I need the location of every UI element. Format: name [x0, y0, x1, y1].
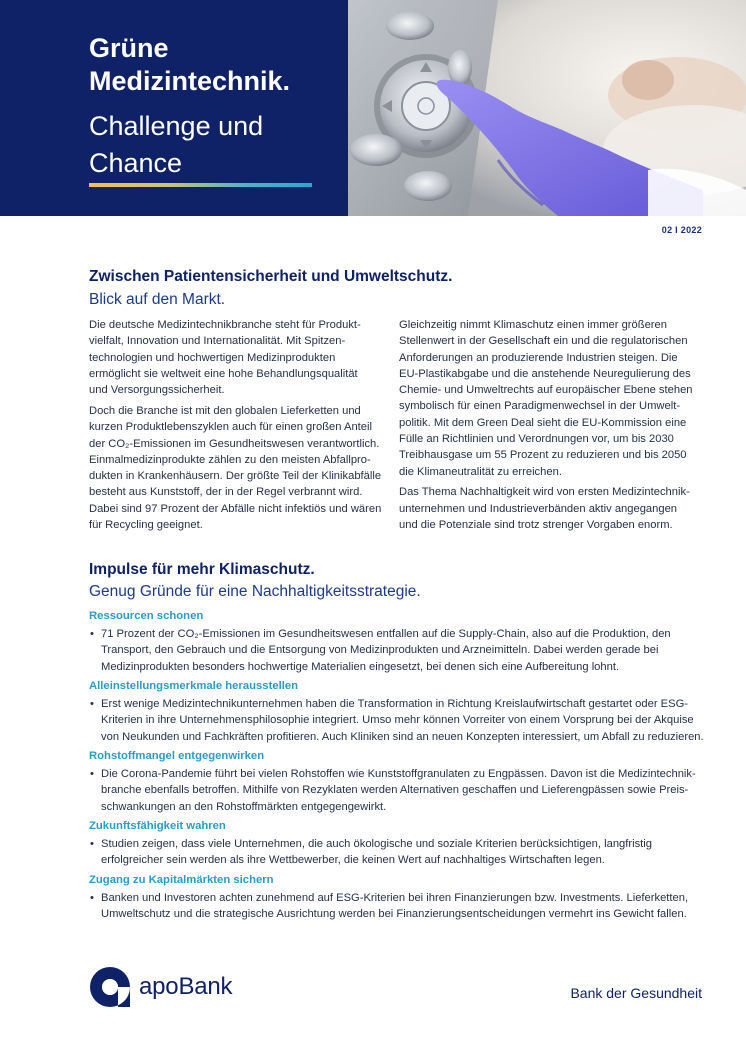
hero-title-panel	[0, 0, 348, 216]
section-2-heading: Impulse für mehr Klimaschutz.	[89, 561, 315, 578]
hero-subtitle-line-1: Challenge und	[89, 111, 264, 141]
hero-subtitle-line-2: Chance	[89, 148, 183, 178]
paragraph: Gleichzeitig nimmt Klimaschutz einen immer größeren Stellenwert in der Gesellschaft ein und die regulatorischen Anforderungen an produzierende Industrien steigen. Die EU-Plastikabgabe und die anstehende Neuregulierung des Chemie- und Umweltrechts auf europäischer Ebene stehen symbolisch für einen Paradigmenwechsel in der Umwelt- politik. Mit dem Green Deal sieht die EU-Kommission eine Fülle an Richtlinien und Verordnungen vor, um bis 2030 Treibhausgase um 55 Prozent zu reduzieren und bis 2050 die Klimaneutralität zu erreichen.	[399, 319, 693, 478]
section-1-subheading: Blick auf den Markt.	[89, 291, 226, 308]
hero-title-line-1: Grüne	[89, 33, 169, 63]
footer-claim: Bank der Gesundheit	[570, 985, 702, 1001]
paragraph: Die deutsche Medizintechnikbranche steht für Produkt- vielfalt, Innovation und Internationalität. Mit Spitzen- technologien und hochwertigen Medizinprodukten ermöglicht sie weltweit eine hohe Behandlungsqualität und Versorgungssicherheit.	[89, 319, 361, 397]
paragraph: Das Thema Nachhaltigkeit wird von ersten Medizintechnik- unternehmen und Industrieverbänden aktiv angegangen und die Potenziale sind trotz strenger Vorgaben enorm.	[399, 486, 690, 532]
logo-wordmark: apoBank	[139, 973, 233, 1000]
item-title-kapitalmaerkte: Zugang zu Kapitalmärkten sichern	[89, 874, 274, 886]
item-title-alleinstellung: Alleinstellungsmerkmale herausstellen	[89, 680, 299, 692]
list-item: • Banken und Investoren achten zunehmend auf ESG-Kriterien bei ihren Finanzierungen bzw. Investments. Lieferketten, Umweltschutz und die strategische Ausrichtung werden bei Finanzierungsentscheidungen vermehrt ins Gewicht fallen.	[89, 890, 709, 923]
section-1-left-column	[89, 317, 389, 538]
hero-banner	[0, 0, 746, 216]
hero-title-line-2: Medizintechnik.	[89, 66, 291, 96]
list-item: • Die Corona-Pandemie führt bei vielen Rohstoffen wie Kunststoffgranulaten zu Engpässen. Davon ist die Medizintechnik- branche ebenfalls betroffen. Mithilfe von Rezyklaten werden Alternativen geschaffen und Lieferengpässen sowie Preis- schwankungen an den Rohstoffmärkten entgegengewirkt.	[89, 766, 709, 815]
section-1-right-column	[399, 317, 709, 538]
item-title-zukunft: Zukunftsfähigkeit wahren	[89, 820, 226, 832]
medical-control-panel-photo	[348, 0, 746, 216]
section-2-subheading: Genug Gründe für eine Nachhaltigkeitsstrategie.	[89, 583, 421, 600]
hero-title	[89, 32, 339, 98]
hero-subtitle	[89, 108, 339, 182]
section-1-heading: Zwischen Patientensicherheit und Umweltschutz.	[89, 268, 453, 285]
list-item: • Studien zeigen, dass viele Unternehmen, die auch ökologische und soziale Kriterien berücksichtigen, langfristig erfolgreicher sein werden als ihre Wettbewerber, die keinen Wert auf nachhaltiges Wirtschaften legen.	[89, 836, 709, 869]
apobank-logo	[89, 966, 232, 1008]
hero-photo-illustration	[348, 0, 746, 216]
item-title-ressourcen: Ressourcen schonen	[89, 610, 204, 622]
list-item: • 71 Prozent der CO₂-Emissionen im Gesundheitswesen entfallen auf die Supply-Chain, also auf die Produktion, den Transport, den Gebrauch und die Entsorgung von Medizinprodukten und Arzneimitteln. Dabei werden gerade bei Medizinprodukten besonders hochwertige Materialien eingesetzt, bei denen sich eine Aufbereitung lohnt.	[89, 626, 709, 675]
apobank-logo-icon	[89, 966, 131, 1008]
hero-gradient-rule	[89, 183, 312, 187]
paragraph: Doch die Branche ist mit den globalen Lieferketten und kurzen Produktlebenszyklen auch für einen großen Anteil der CO₂-Emissionen im Gesundheitswesen verantwortlich. Einmalmedizinprodukte zählen zu den meisten Abfallpro- dukten in Krankenhäusern. Der größte Teil der Klinikabfälle besteht aus Kunststoff, der in der Regel verbrannt wird. Dabei sind 97 Prozent der Abfälle nicht infektiös und wären für Recycling geeignet.	[89, 404, 382, 532]
list-item: • Erst wenige Medizintechnikunternehmen haben die Transformation in Richtung Kreislaufwirtschaft gestartet oder ESG- Kriterien in ihre Unternehmensphilosophie integriert. Umso mehr können Vorreiter von einem Vorsprung bei der Akquise von Neukunden und Fachkräften profitieren. Auch Kliniken sind an neuen Konzepten interessiert, um Abfall zu reduzieren.	[89, 696, 709, 745]
issue-number: 02 I 2022	[661, 225, 702, 235]
item-title-rohstoffmangel: Rohstoffmangel entgegenwirken	[89, 750, 265, 762]
